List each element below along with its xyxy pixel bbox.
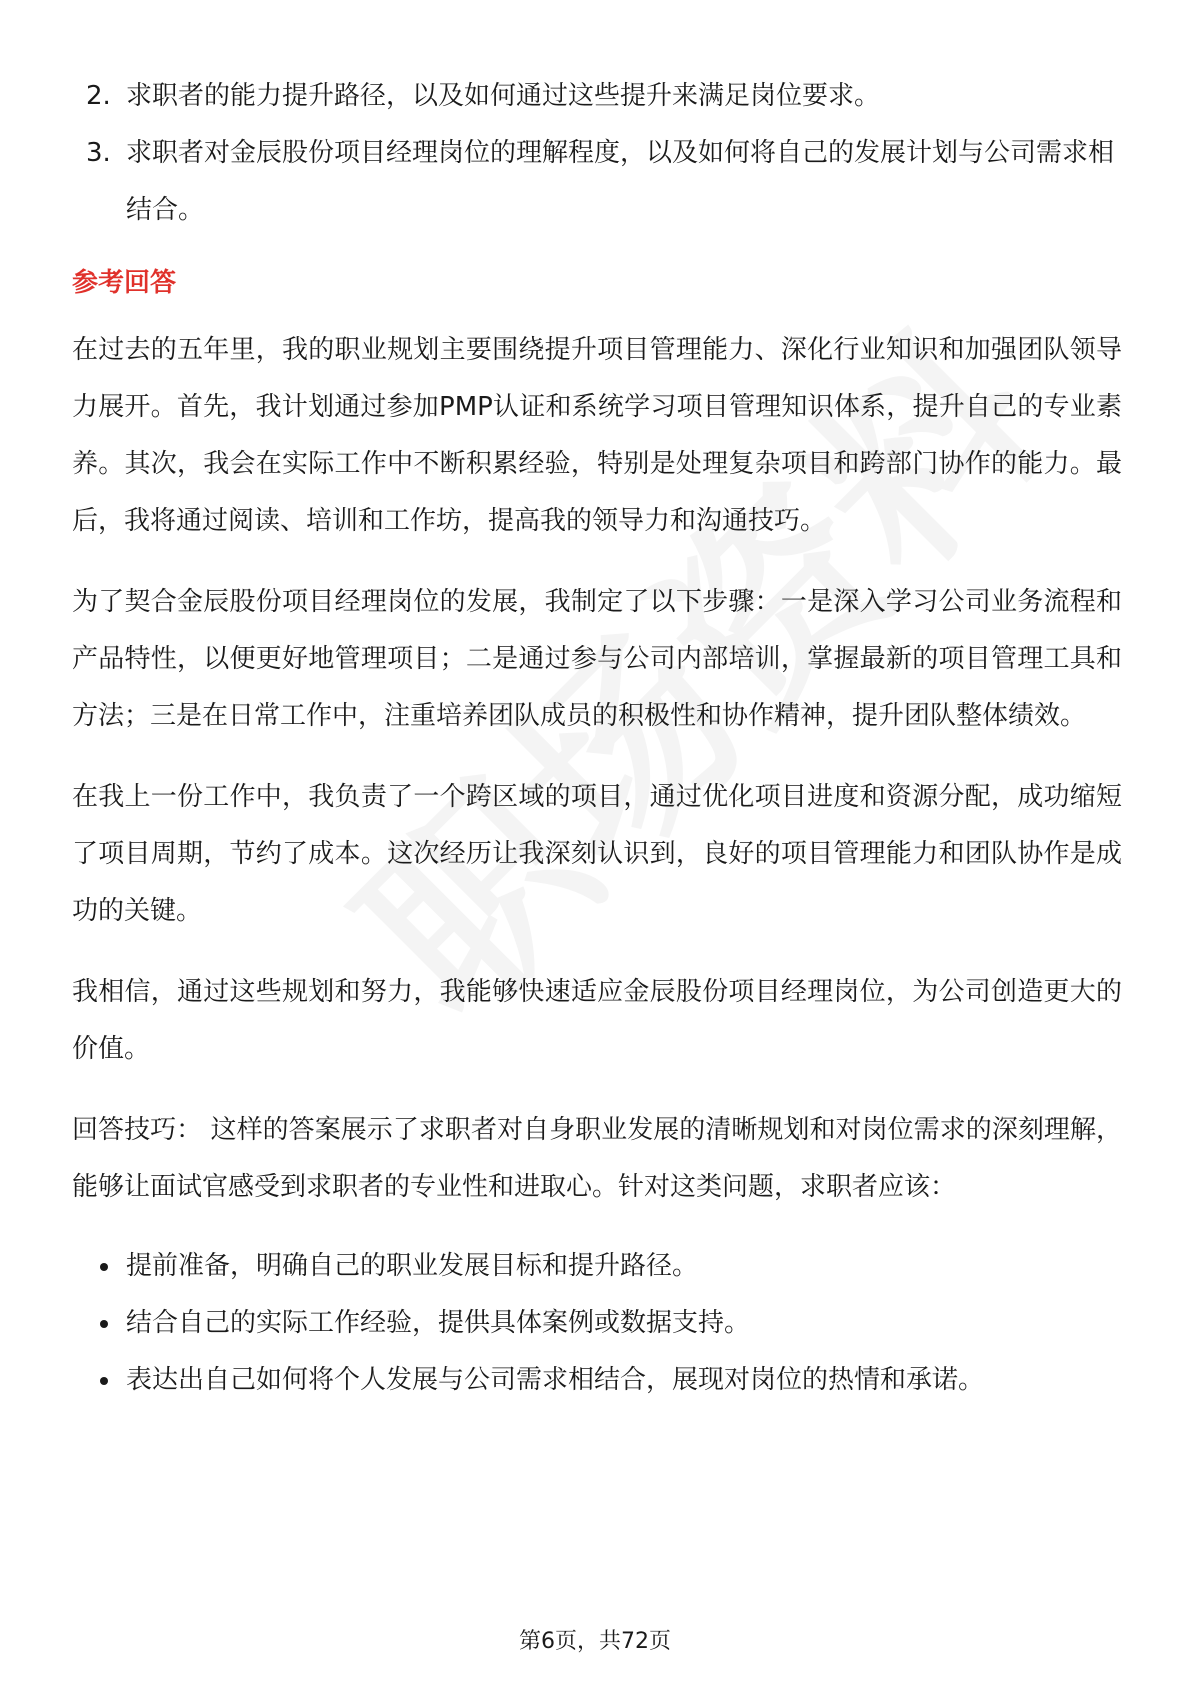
tip-item	[72, 1352, 1122, 1409]
page-number: 第6页，共72页	[519, 1629, 671, 1654]
tips-intro-paragraph: 回答技巧： 这样的答案展示了求职者对自身职业发展的清晰规划和对岗位需求的深刻理解，能够让面试官感受到求职者的专业性和进取心。针对这类问题，求职者应该：	[72, 1115, 1122, 1202]
tip-text: 表达出自己如何将个人发展与公司需求相结合，展现对岗位的热情和承诺。	[126, 1365, 985, 1395]
bullet-icon	[100, 1320, 108, 1328]
tip-item	[72, 1295, 1122, 1352]
tip-text: 结合自己的实际工作经验，提供具体案例或数据支持。	[126, 1308, 751, 1338]
question-number: 2.	[86, 81, 111, 111]
tip-item	[72, 1238, 1122, 1295]
answer-heading: 参考回答	[72, 268, 177, 298]
bullet-icon	[100, 1263, 108, 1271]
question-item	[72, 68, 1122, 125]
answer-paragraph: 在过去的五年里，我的职业规划主要围绕提升项目管理能力、深化行业知识和加强团队领导力展开。首先，我计划通过参加PMP认证和系统学习项目管理知识体系，提升自己的专业素养。其次，我会在实际工作中不断积累经验，特别是处理复杂项目和跨部门协作的能力。最后，我将通过阅读、培训和工作坊，提高我的领导力和沟通技巧。	[72, 335, 1122, 536]
question-text: 求职者的能力提升路径，以及如何通过这些提升来满足岗位要求。	[126, 81, 881, 111]
answer-paragraph: 在我上一份工作中，我负责了一个跨区域的项目，通过优化项目进度和资源分配，成功缩短了项目周期，节约了成本。这次经历让我深刻认识到，良好的项目管理能力和团队协作是成功的关键。	[72, 782, 1122, 926]
question-list	[72, 68, 1122, 239]
question-item	[72, 125, 1122, 239]
tip-text: 提前准备，明确自己的职业发展目标和提升路径。	[126, 1251, 699, 1281]
bullet-icon	[100, 1377, 108, 1385]
question-text: 求职者对金辰股份项目经理岗位的理解程度，以及如何将自己的发展计划与公司需求相结合。	[126, 138, 1115, 225]
document-body	[72, 68, 1122, 1409]
tips-list	[72, 1238, 1122, 1409]
page-footer	[0, 1624, 1190, 1655]
answer-paragraph: 我相信，通过这些规划和努力，我能够快速适应金辰股份项目经理岗位，为公司创造更大的价值。	[72, 977, 1122, 1064]
answer-paragraph: 为了契合金辰股份项目经理岗位的发展，我制定了以下步骤：一是深入学习公司业务流程和产品特性，以便更好地管理项目；二是通过参与公司内部培训，掌握最新的项目管理工具和方法；三是在日常工作中，注重培养团队成员的积极性和协作精神，提升团队整体绩效。	[72, 587, 1122, 731]
question-number: 3.	[86, 138, 111, 168]
